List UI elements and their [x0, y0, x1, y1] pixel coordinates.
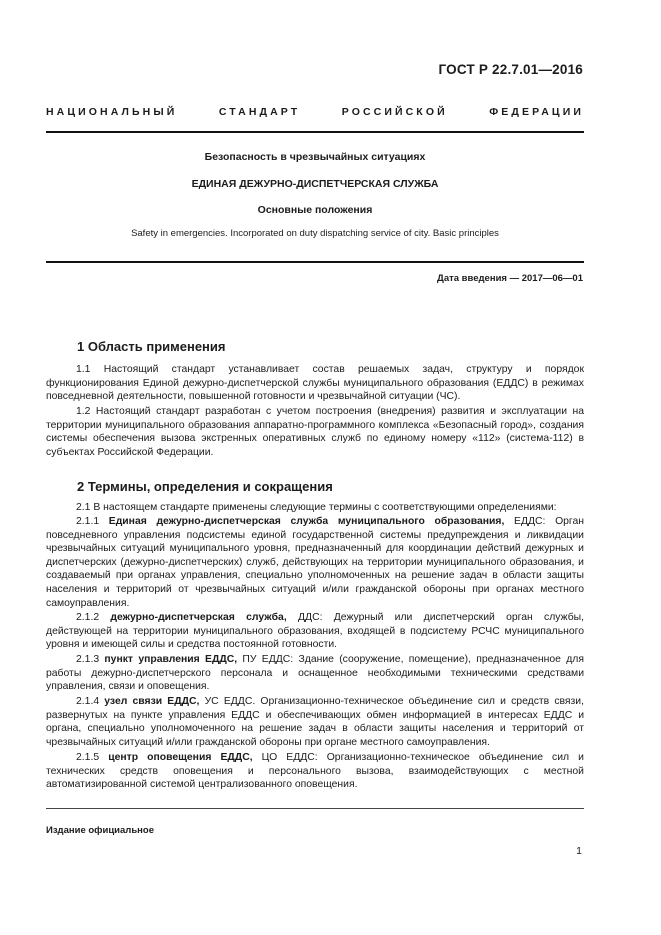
term-2-1-1 [46, 515, 584, 610]
sub-title: Основные положения [257, 204, 373, 216]
middle-divider [46, 261, 584, 263]
term-definition: ЦО ЕДДС: Организационно-техническое объединение сил и технических средств оповещения и персонального вызова, взаимодействующих с местной автоматизированной системой централизованного оповещения. [46, 752, 584, 791]
edition-note: Издание официальное [46, 825, 154, 836]
term-name: дежурно-диспетчерская служба, [110, 612, 287, 623]
term-definition: ПУ ЕДДС: Здание (сооружение, помещение), предназначенное для работы дежурно-диспетчерского персонала и оснащенное необходимыми техническими средствами управления, связи и оповещения. [46, 654, 584, 693]
term-number: 2.1.2 [76, 612, 111, 623]
term-number: 2.1.1 [76, 516, 109, 527]
term-2-1-2 [46, 611, 584, 652]
term-name: центр оповещения ЕДДС, [108, 752, 253, 763]
subject-title: Безопасность в чрезвычайных ситуациях [204, 151, 426, 163]
page-number: 1 [576, 845, 582, 857]
term-definition: УС ЕДДС. Организационно-техническое объединение сил и средств связи, развернутых на пункте управления ЕДДС и обеспечивающих обмен информацией в интересах ЕДДС и органа, специально уполномоченного на решение задач в области защиты населения и территорий от чрезвычайных ситуаций и/или гражданской обороны при органе местного самоуправления. [46, 696, 585, 748]
introduction-date: Дата введения — 2017—06—01 [437, 273, 583, 284]
document-code: ГОСТ Р 22.7.01—2016 [438, 62, 583, 77]
term-definition: ДДС: Дежурный или диспетчерский орган службы, действующей на территории муниципального образования, входящей в подсистему РСЧС муниципального уровня и имеющей силы и средства постоянной готовности. [46, 612, 584, 651]
term-number: 2.1.5 [76, 752, 109, 763]
english-title: Safety in emergencies. Incorporated on duty dispatching service of city. Basic principles [131, 228, 499, 239]
term-name: узел связи ЕДДС, [104, 696, 200, 707]
term-number: 2.1.3 [76, 654, 105, 665]
paragraph-2-1: 2.1 В настоящем стандарте применены следующие термины с соответствующими определениями: [76, 502, 557, 513]
term-number: 2.1.4 [76, 696, 105, 707]
term-2-1-3 [46, 653, 584, 694]
term-name: Единая дежурно-диспетчерская служба муниципального образования, [108, 516, 505, 527]
term-definition: ЕДДС: Орган повседневного управления подсистемы единой государственной системы предупреждения и ликвидации чрезвычайных ситуаций муниципального уровня, предназначенный для координации действий дежурных и диспетчерских (дежурно-диспетчерских) служб, действующих на территории муниципального образования, и создаваемый при органах управления, специально уполномоченных на решение задач в области защиты населения и территорий от чрезвычайных ситуаций и/или гражданской обороны при органах местного самоуправления. [46, 516, 585, 609]
footer-divider [46, 808, 584, 809]
term-name: пункт управления ЕДДС, [104, 654, 238, 665]
top-divider [46, 131, 584, 133]
term-2-1-5 [46, 751, 584, 792]
main-title: ЕДИНАЯ ДЕЖУРНО-ДИСПЕТЧЕРСКАЯ СЛУЖБА [191, 178, 439, 190]
section-1-title: 1 Область применения [77, 339, 226, 354]
paragraph-1-2: 1.2 Настоящий стандарт разработан с учетом построения (внедрения) развития и эксплуатации на территории муниципального образования аппаратно-программного комплекса «Безопасный город», создания системы обеспечения вызова экстренных оперативных служб по единому номеру «112» (система-112) в субъектах Российской Федерации. [46, 406, 584, 458]
section-2-title: 2 Термины, определения и сокращения [77, 479, 333, 494]
paragraph-1-1: 1.1 Настоящий стандарт устанавливает состав решаемых задач, структуру и порядок функционирования Единой дежурно-диспетчерской службы муниципального образования (ЕДДС) в режимах повседневной деятельности, повышенной готовности и чрезвычайной ситуации (ЧС). [46, 364, 584, 403]
term-2-1-4 [46, 695, 584, 749]
standard-title: НАЦИОНАЛЬНЫЙ СТАНДАРТ РОССИЙСКОЙ ФЕДЕРАЦИИ [46, 106, 584, 118]
